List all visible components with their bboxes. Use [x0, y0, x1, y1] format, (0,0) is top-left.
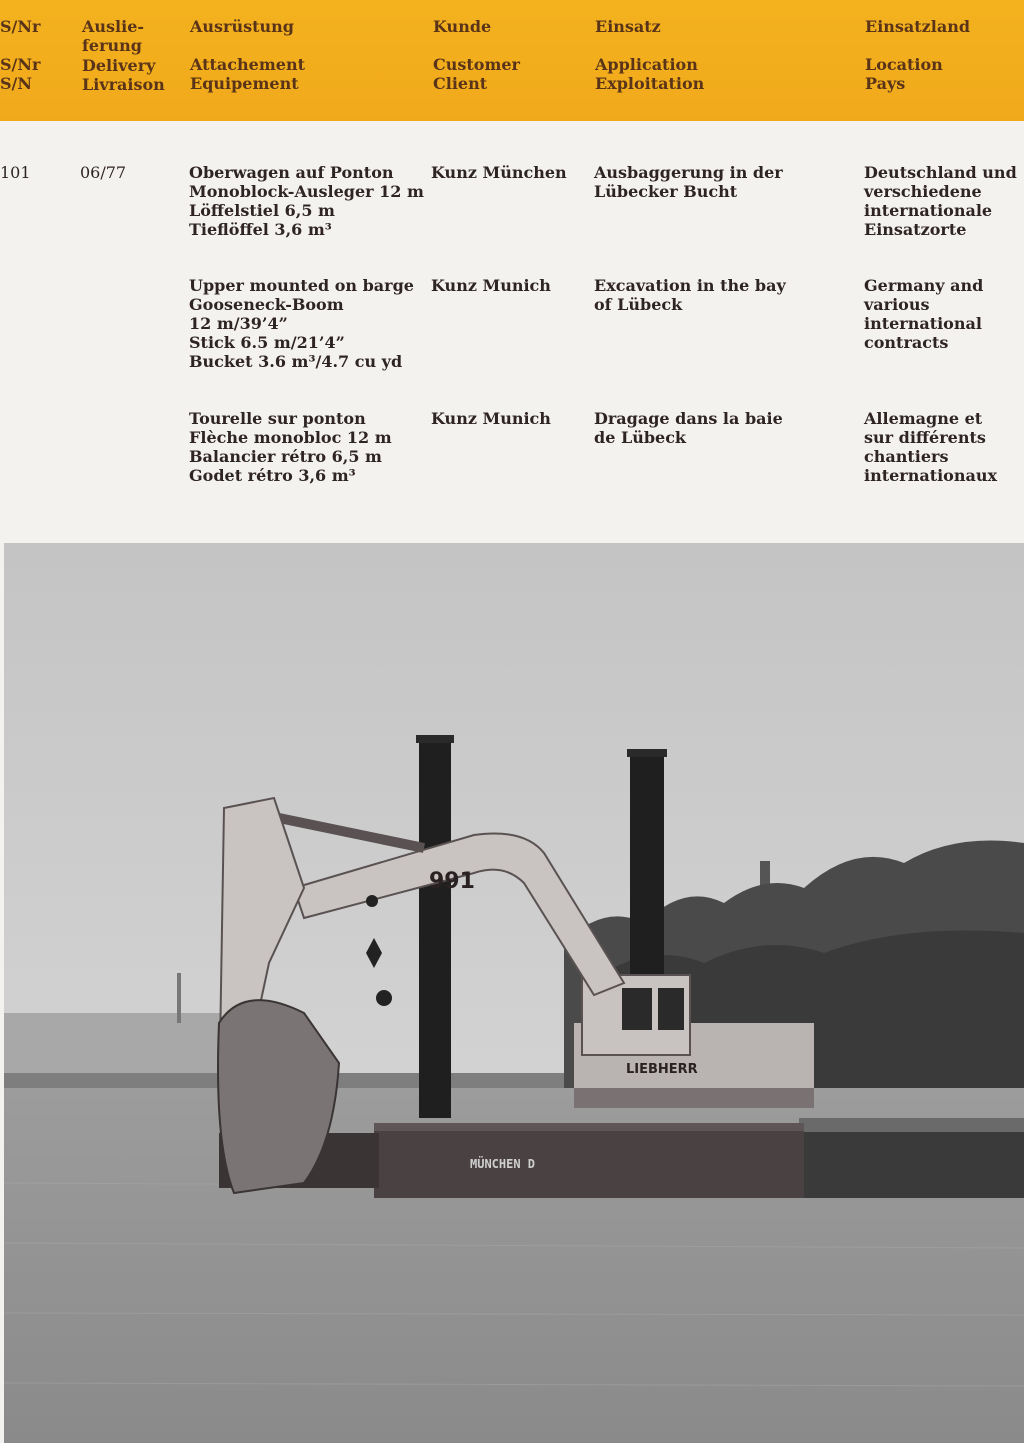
spud-pole-left — [419, 738, 451, 1118]
entry-location-fr: Allemagne et sur différents chantiers internationaux — [864, 409, 998, 485]
header-sn-de: S/Nr — [0, 17, 41, 36]
boom-number-text: 991 — [429, 869, 475, 894]
entry-application-de: Ausbaggerung in der Lübecker Bucht — [594, 163, 783, 201]
header-attachment-en-fr: Attachement Equipement — [190, 55, 305, 93]
header-application-de: Einsatz — [595, 17, 661, 36]
entry-attachment-fr: Tourelle sur ponton Flèche monobloc 12 m Balancier rétro 6,5 m Godet rétro 3,6 m³ — [189, 409, 392, 485]
header-customer-de: Kunde — [433, 17, 492, 36]
entry-application-en: Excavation in the bay of Lübeck — [594, 276, 786, 314]
header-customer-en-fr: Customer Client — [433, 55, 520, 93]
header-location-de: Einsatzland — [865, 17, 971, 36]
entry-customer-en: Kunz Munich — [431, 276, 551, 295]
entry-customer-fr: Kunz Munich — [431, 409, 551, 428]
distant-chimney — [177, 973, 181, 1023]
header-attachment-de: Ausrüstung — [190, 17, 294, 36]
entry-location-en: Germany and various international contracts — [864, 276, 984, 352]
spud-pole-right — [630, 753, 664, 983]
barge-name-text: MÜNCHEN D — [470, 1157, 536, 1171]
header-delivery-de: Auslie- ferung — [82, 17, 145, 55]
excavator-on-barge-photo — [4, 543, 1024, 1443]
brand-text: LIEBHERR — [626, 1062, 698, 1077]
entry-attachment-de: Oberwagen auf Ponton Monoblock-Ausleger 12 m Löffelstiel 6,5 m Tieflöffel 3,6 m³ — [189, 163, 424, 239]
entry-serial-number: 101 — [0, 163, 31, 182]
barge-hull — [374, 1128, 804, 1198]
entry-delivery-date: 06/77 — [80, 163, 127, 182]
header-sn-en-fr: S/Nr S/N — [0, 55, 41, 93]
header-location-en-fr: Location Pays — [865, 55, 943, 93]
jetty — [799, 1128, 1024, 1198]
entry-location-de: Deutschland und verschiedene internationale Einsatzorte — [864, 163, 1017, 239]
header-application-en-fr: Application Exploitation — [595, 55, 705, 93]
entry-attachment-en: Upper mounted on barge Gooseneck-Boom 12 m/39’4” Stick 6.5 m/21’4” Bucket 3.6 m³/4.7 cu yd — [189, 276, 414, 371]
entry-customer-de: Kunz München — [431, 163, 567, 182]
entry-application-fr: Dragage dans la baie de Lübeck — [594, 409, 783, 447]
header-delivery-en-fr: Delivery Livraison — [82, 56, 165, 94]
